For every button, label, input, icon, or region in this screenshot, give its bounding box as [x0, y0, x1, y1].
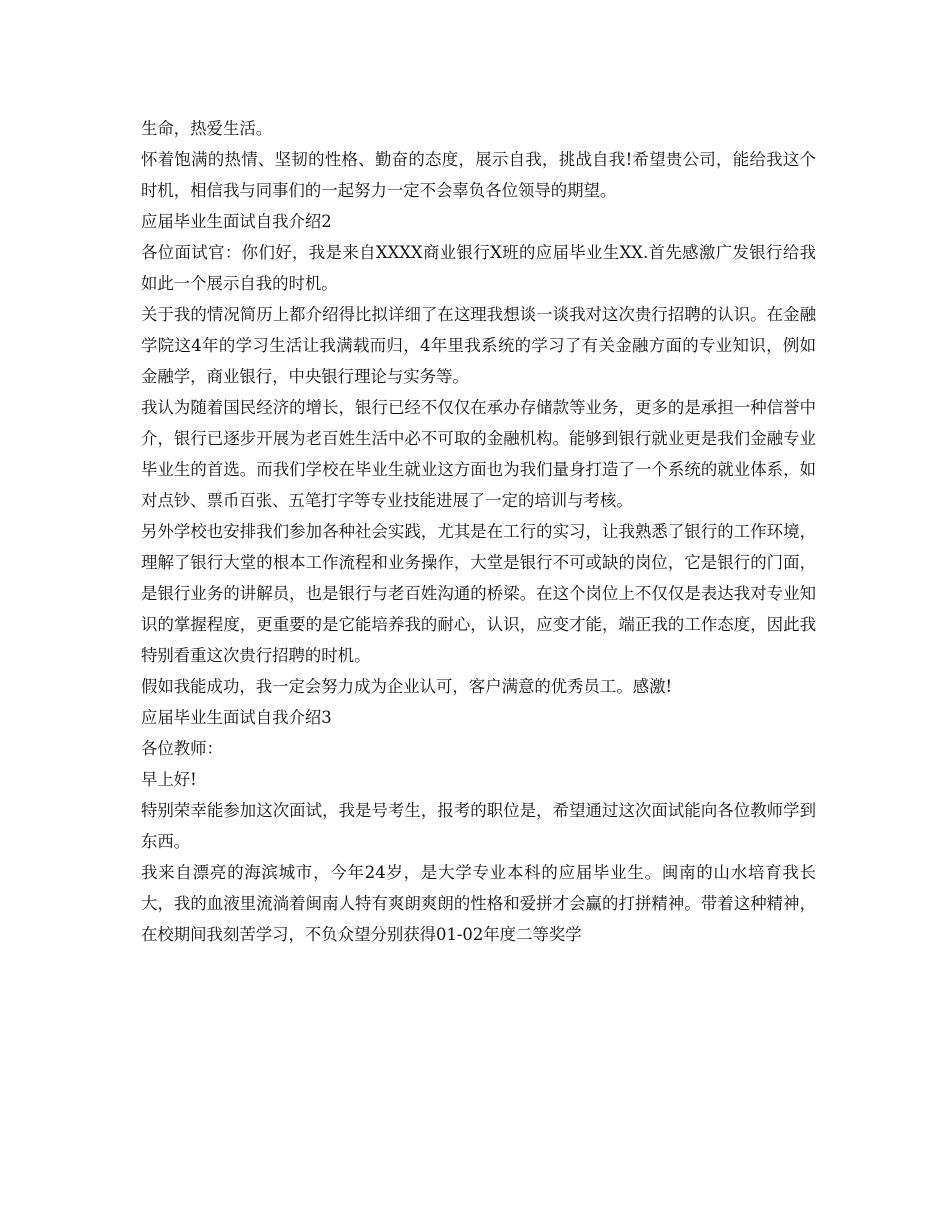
paragraph: 各位面试官：你们好，我是来自XXXX商业银行X班的应届毕业生XX.首先感激广发银行给我如此一个展示自我的时机。 — [141, 243, 816, 293]
paragraph: 另外学校也安排我们参加各种社会实践，尤其是在工行的实习，让我熟悉了银行的工作环境，理解了银行大堂的根本工作流程和业务操作，大堂是银行不可或缺的岗位，它是银行的门面，是银行业务的讲解员，也是银行与老百姓沟通的桥梁。在这个岗位上不仅仅是表达我对专业知识的掌握程度，更重要的是它能培养我的耐心，认识，应变才能，端正我的工作态度，因此我特别看重这次贵行招聘的时机。 — [141, 522, 816, 665]
paragraph: 怀着饱满的热情、坚韧的性格、勤奋的态度，展示自我，挑战自我!希望贵公司，能给我这个时机，相信我与同事们的一起努力一定不会辜负各位领导的期望。 — [141, 150, 816, 200]
paragraph: 我认为随着国民经济的增长，银行已经不仅仅在承办存储款等业务，更多的是承担一种信誉中介，银行已逐步开展为老百姓生活中必不可取的金融机构。能够到银行就业更是我们金融专业毕业生的首选。而我们学校在毕业生就业这方面也为我们量身打造了一个系统的就业体系，如对点钞、票币百张、五笔打字等专业技能进展了一定的培训与考核。 — [141, 398, 816, 510]
section-heading: 应届毕业生面试自我介绍3 — [141, 708, 332, 727]
section-heading: 应届毕业生面试自我介绍2 — [141, 212, 332, 231]
document-body — [141, 113, 816, 950]
paragraph: 我来自漂亮的海滨城市，今年24岁，是大学专业本科的应届毕业生。闽南的山水培育我长大，我的血液里流淌着闽南人特有爽朗爽朗的性格和爱拼才会赢的打拼精神。带着这种精神，在校期间我刻苦学习，不负众望分别获得01-02年度二等奖学 — [141, 863, 816, 944]
paragraph: 各位教师： — [141, 739, 223, 758]
paragraph: 生命，热爱生活。 — [141, 119, 273, 138]
paragraph: 关于我的情况简历上都介绍得比拟详细了在这理我想谈一谈我对这次贵行招聘的认识。在金融学院这4年的学习生活让我满载而归，4年里我系统的学习了有关金融方面的专业知识，例如金融学，商业银行，中央银行理论与实务等。 — [141, 305, 816, 386]
paragraph: 特别荣幸能参加这次面试，我是号考生，报考的职位是，希望通过这次面试能向各位教师学到东西。 — [141, 801, 816, 851]
paragraph: 早上好! — [141, 770, 197, 789]
paragraph: 假如我能成功，我一定会努力成为企业认可，客户满意的优秀员工。感激! — [141, 677, 673, 696]
